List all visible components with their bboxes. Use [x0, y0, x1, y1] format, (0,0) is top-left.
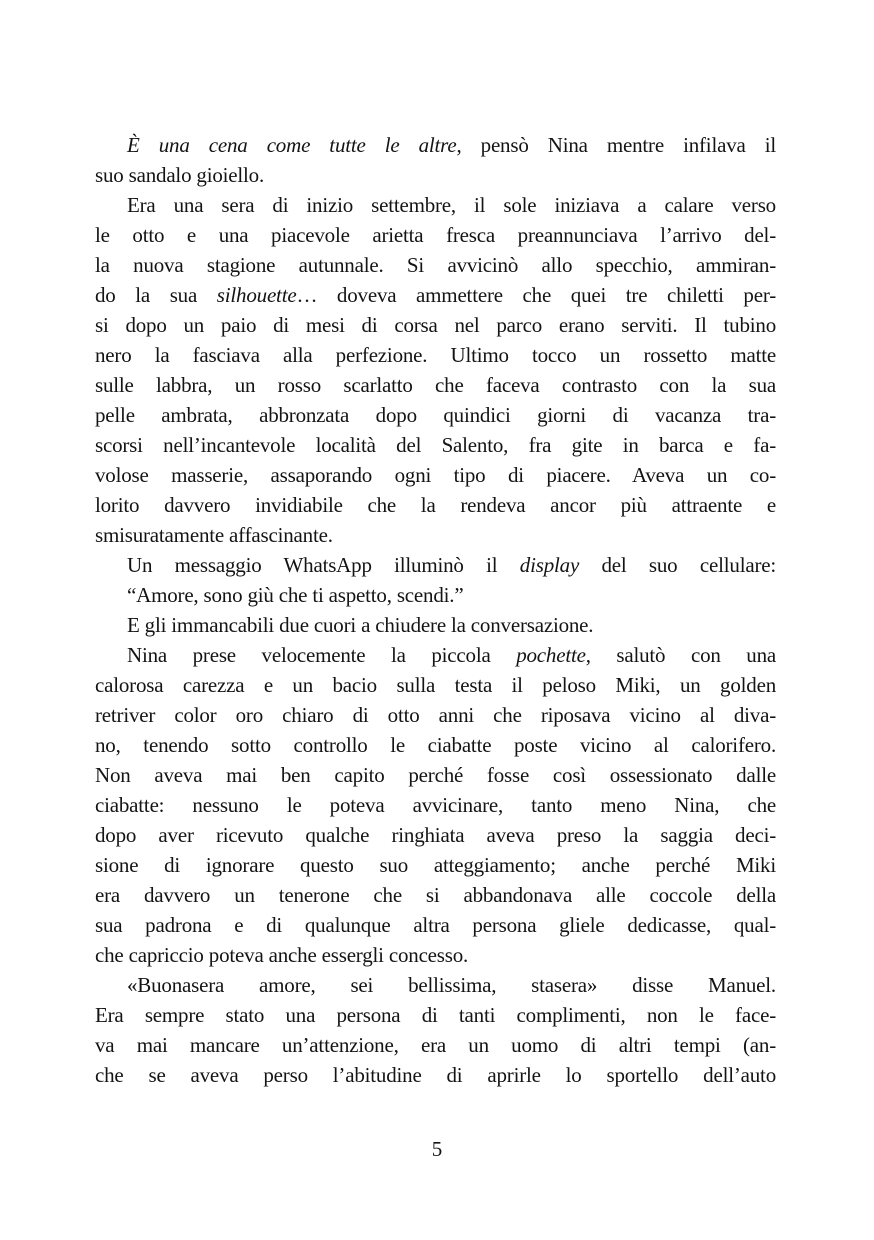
text-line: [95, 490, 776, 520]
text-segment: pelle ambrata, abbronzata dopo quindici giorni di vacanza tra-: [95, 403, 776, 427]
text-line: [95, 610, 776, 640]
text-segment: scorsi nell’incantevole località del Salento, fra gite in barca e fa-: [95, 433, 776, 457]
text-line: [95, 880, 776, 910]
text-line: [95, 1030, 776, 1060]
text-segment: nero la fasciava alla perfezione. Ultimo tocco un rossetto matte: [95, 343, 776, 367]
text-line: [95, 160, 776, 190]
text-segment: del suo cellulare:: [579, 553, 776, 577]
text-line: [95, 580, 776, 610]
italic-text-segment: display: [519, 553, 580, 577]
text-segment: do la sua: [95, 283, 217, 307]
text-line: [95, 760, 776, 790]
text-line: [95, 310, 776, 340]
text-line: [95, 730, 776, 760]
text-line: [95, 190, 776, 220]
text-segment: lorito davvero invidiabile che la rendeva ancor più attraente e: [95, 493, 776, 517]
text-line: [95, 400, 776, 430]
text-line: [95, 850, 776, 880]
text-segment: era davvero un tenerone che si abbandonava alle coccole della: [95, 883, 776, 907]
text-segment: , salutò con una: [585, 643, 776, 667]
text-line: [95, 1000, 776, 1030]
text-segment: “Amore, sono giù che ti aspetto, scendi.”: [127, 583, 464, 607]
text-segment: Era una sera di inizio settembre, il sole iniziava a calare verso: [127, 193, 776, 217]
text-segment: Era sempre stato una persona di tanti complimenti, non le face-: [95, 1003, 776, 1027]
text-segment: che se aveva perso l’abitudine di aprirle lo sportello dell’auto: [95, 1063, 776, 1087]
text-line: [95, 250, 776, 280]
page-number: 5: [431, 1137, 443, 1161]
text-segment: Un messaggio WhatsApp illuminò il: [127, 553, 520, 577]
text-line: [95, 910, 776, 940]
text-segment: … doveva ammettere che quei tre chiletti per-: [296, 283, 777, 307]
text-line: [95, 130, 776, 160]
text-segment: sulle labbra, un rosso scarlatto che faceva contrasto con la sua: [95, 373, 776, 397]
italic-text-segment: silhouette: [216, 283, 297, 307]
text-line: [95, 670, 776, 700]
text-line: [95, 820, 776, 850]
text-segment: suo sandalo gioiello.: [95, 163, 265, 187]
text-segment: le otto e una piacevole arietta fresca preannunciava l’arrivo del-: [95, 223, 776, 247]
text-segment: «Buonasera amore, sei bellissima, stasera» disse Manuel.: [127, 973, 776, 997]
text-segment: che capriccio poteva anche essergli concesso.: [95, 943, 469, 967]
text-segment: sua padrona e di qualunque altra persona gliele dedicasse, qual-: [95, 913, 776, 937]
text-line: [95, 370, 776, 400]
italic-text-segment: È una cena come tutte le altre: [127, 133, 457, 157]
text-segment: smisuratamente affascinante.: [95, 523, 333, 547]
text-segment: sione di ignorare questo suo atteggiamento; anche perché Miki: [95, 853, 776, 877]
text-segment: no, tenendo sotto controllo le ciabatte poste vicino al calorifero.: [95, 733, 776, 757]
text-line: [95, 340, 776, 370]
text-line: [95, 700, 776, 730]
text-segment: la nuova stagione autunnale. Si avvicinò allo specchio, ammiran-: [95, 253, 776, 277]
italic-text-segment: pochette: [516, 643, 586, 667]
text-line: [95, 280, 776, 310]
text-line: [95, 790, 776, 820]
text-segment: ciabatte: nessuno le poteva avvicinare, tanto meno Nina, che: [95, 793, 776, 817]
text-segment: , pensò Nina mentre infilava il: [456, 133, 776, 157]
text-segment: retriver color oro chiaro di otto anni che riposava vicino al diva-: [95, 703, 776, 727]
text-segment: va mai mancare un’attenzione, era un uomo di altri tempi (an-: [95, 1033, 776, 1057]
text-block: [95, 130, 776, 1090]
text-line: [95, 220, 776, 250]
text-line: [95, 1060, 776, 1090]
text-segment: Non aveva mai ben capito perché fosse così ossessionato dalle: [95, 763, 776, 787]
text-line: [95, 550, 776, 580]
text-line: [95, 970, 776, 1000]
text-line: [95, 520, 776, 550]
text-line: [95, 430, 776, 460]
text-line: [95, 940, 776, 970]
text-segment: volose masserie, assaporando ogni tipo di piacere. Aveva un co-: [95, 463, 776, 487]
text-segment: Nina prese velocemente la piccola: [127, 643, 517, 667]
text-line: [95, 640, 776, 670]
text-segment: si dopo un paio di mesi di corsa nel parco erano serviti. Il tubino: [95, 313, 776, 337]
text-line: [95, 460, 776, 490]
text-segment: calorosa carezza e un bacio sulla testa il peloso Miki, un golden: [95, 673, 776, 697]
text-segment: E gli immancabili due cuori a chiudere la conversazione.: [127, 613, 594, 637]
text-segment: dopo aver ricevuto qualche ringhiata aveva preso la saggia deci-: [95, 823, 776, 847]
